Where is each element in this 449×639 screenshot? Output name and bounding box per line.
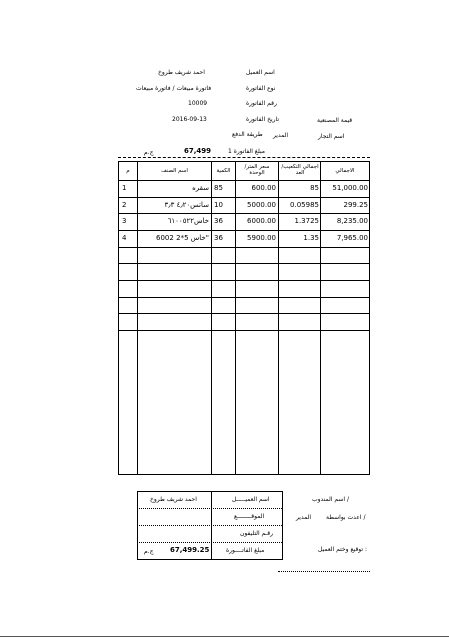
invoice-date-label: تاريخ الفاتورة: [246, 116, 280, 123]
col-header-quantity: الكمية: [216, 168, 231, 174]
footer-customer-label: اسم العميـــــل: [232, 496, 270, 503]
col-header-index: م: [126, 168, 130, 174]
footer-currency-label: ج.م: [144, 548, 154, 555]
invoice-date-value: 2016-09-13: [172, 116, 207, 123]
payment-method-label: طريقة الدفع: [232, 131, 263, 138]
signature-label: توقيع وختم العميل :: [318, 546, 368, 553]
row-index: 4: [122, 234, 127, 242]
row-unit-price: 6000.00: [247, 217, 276, 225]
row-item-name: ساتس٤٫٢٠ ٣٫٣: [164, 201, 209, 209]
row-quantity: 36: [214, 217, 223, 225]
row-index: 2: [122, 201, 127, 209]
footer-customer-value: احمد شريف طروخ: [150, 496, 197, 503]
row-item-name: سقره: [192, 184, 209, 192]
invoice-no-value: 10009: [188, 100, 208, 107]
signature-line: [278, 571, 370, 572]
row-volume-total: 85: [310, 184, 319, 192]
row-total: 51,000.00: [332, 184, 368, 192]
footer-invoice-amount-label: مبلغ الفاتــــورة: [226, 547, 265, 554]
col-header-volume-total: اجمالي التكعيب/العد: [281, 164, 319, 176]
row-index: 1: [122, 184, 127, 192]
row-volume-total: 1.35: [303, 234, 319, 242]
row-unit-price: 600.00: [251, 184, 276, 192]
invoice-amount-value: 67,499: [184, 147, 212, 155]
footer-location-label: الموقــــــــع: [234, 513, 265, 520]
col-header-total: الاجمالي: [335, 168, 355, 174]
row-total: 299.25: [343, 201, 368, 209]
page-bottom-divider: [0, 636, 449, 637]
merchant-label: اسم التجار: [318, 133, 345, 140]
currency-label: ج.م: [144, 149, 154, 156]
row-volume-total: 1.3725: [294, 217, 319, 225]
col-header-unit-price: سعر المتر/الوحدة: [244, 164, 270, 176]
customer-value: احمد شريف طروخ: [158, 69, 205, 76]
row-total: 8,235.00: [336, 217, 368, 225]
row-item-name: 600خاس 5*2 2": [156, 234, 209, 242]
amount-underline: [118, 157, 370, 158]
row-quantity: 36: [214, 234, 223, 242]
edited-by-label: اعدت بواسطة /: [326, 514, 366, 521]
footer-phone-label: رقـم التليفون: [240, 530, 274, 537]
footer-manager-label: المدير: [296, 514, 312, 521]
row-quantity: 10: [214, 201, 223, 209]
row-unit-price: 5000.00: [247, 201, 276, 209]
row-index: 3: [122, 217, 127, 225]
invoice-type-label: نوع الفاتورة: [246, 85, 276, 92]
customer-label: اسم العميل: [246, 69, 275, 76]
row-quantity: 85: [214, 184, 223, 192]
footer-invoice-amount-value: 67,499.25: [170, 546, 210, 554]
facility-label: قيمة المصنعية: [317, 117, 353, 124]
row-unit-price: 5900.00: [247, 234, 276, 242]
row-volume-total: 0.05985: [290, 201, 319, 209]
delegate-label: اسم المندوب /: [312, 496, 350, 503]
invoice-type-value: فاتورة مبيعات / فاتورة مبيعات: [136, 85, 212, 92]
invoice-no-label: رقم الفاتورة: [246, 100, 277, 107]
invoice-amount-label: 1 مبلغ الفاتورة: [228, 148, 266, 155]
manager-label: المدير: [273, 132, 289, 139]
col-header-item-name: اسم الصنف: [161, 168, 188, 174]
row-total: 7,965.00: [336, 234, 368, 242]
row-item-name: خاس٦١٠٠٥٢٢: [167, 217, 209, 225]
